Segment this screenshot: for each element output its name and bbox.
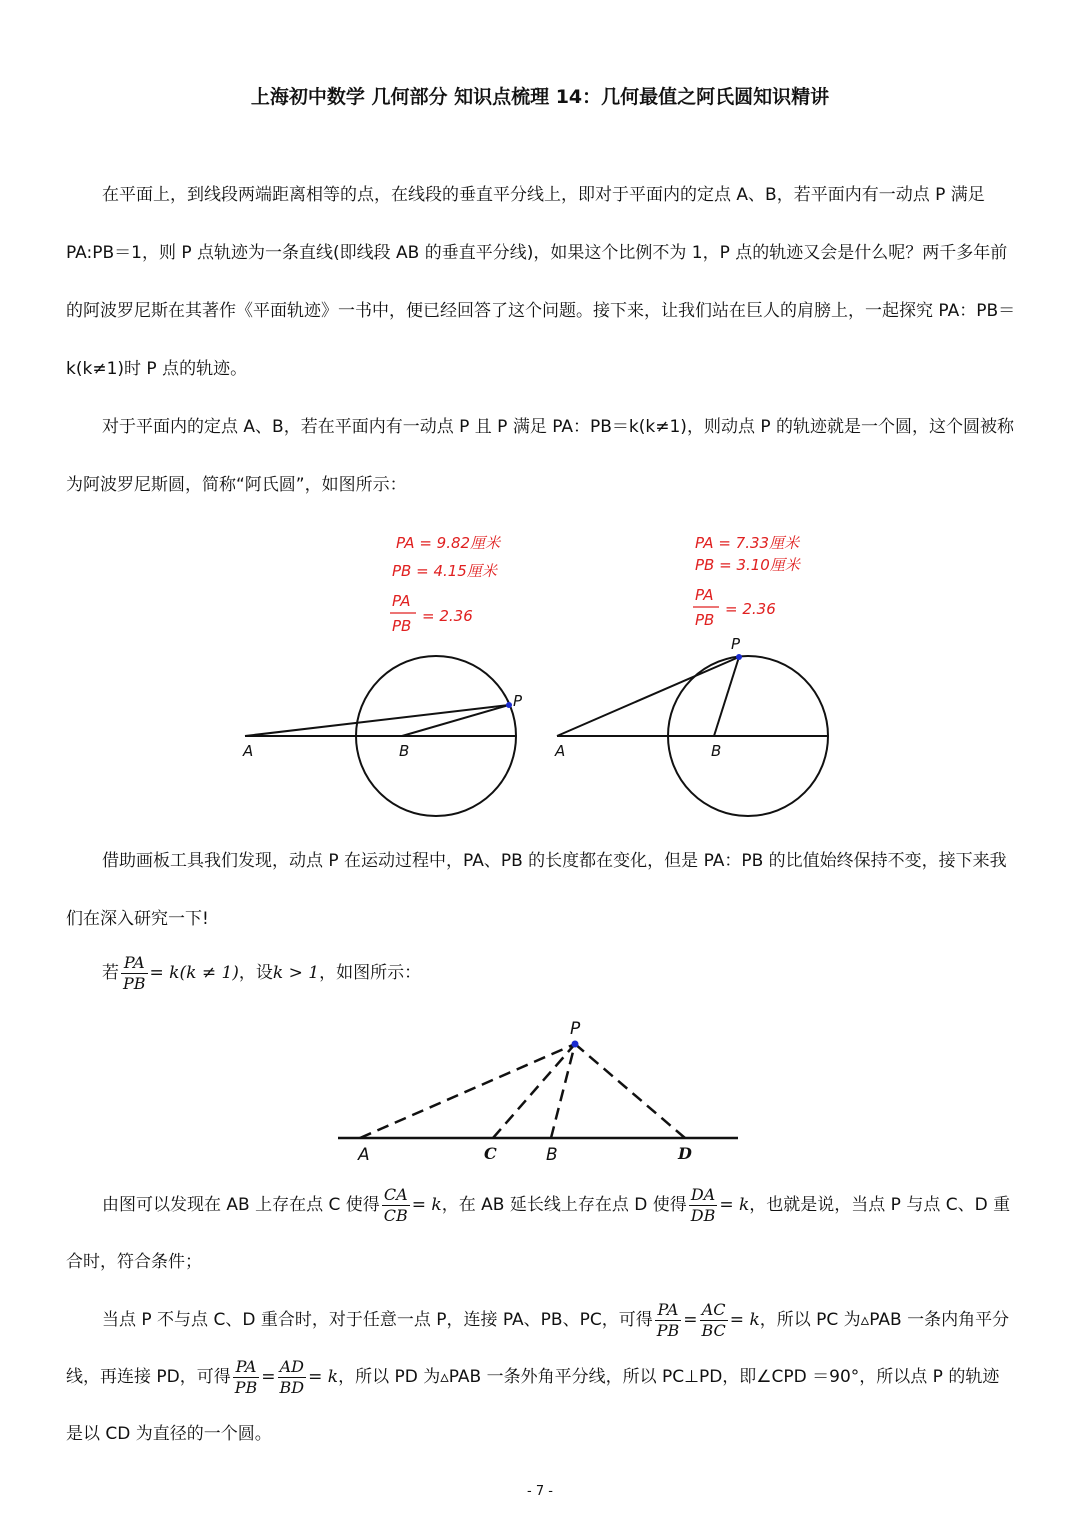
para6-f2-num: AC — [700, 1300, 728, 1321]
para5-f2-num: DA — [689, 1185, 718, 1206]
fig3-line-pa — [360, 1044, 575, 1138]
para6-f3-num: PA — [233, 1357, 260, 1378]
para6-text-1: 当点 P 不与点 C、D 重合时，对于任意一点 P，连接 PA、PB、PC，可得 — [102, 1310, 653, 1330]
fig1-label-b: B — [399, 742, 410, 760]
para5-fraction-ca-cb — [382, 1185, 410, 1226]
para4-num: PA — [121, 953, 148, 974]
para5-eq2: = k — [719, 1195, 750, 1215]
para4-post: ，如图所示： — [319, 963, 422, 983]
fig3-point-p — [572, 1041, 579, 1048]
para4-cond: k > 1 — [272, 963, 320, 983]
para6-fraction-ac-bc — [700, 1300, 728, 1341]
para5-text-3: ，也就是说，当点 P 与点 C、D 重合时，符合条件； — [66, 1195, 1011, 1272]
fig2-ratio-num: PA — [695, 586, 714, 604]
para6-eqk: = k — [729, 1310, 760, 1330]
fig2-line-pa — [557, 657, 739, 736]
reasoning-paragraph-1 — [66, 1177, 1016, 1291]
fig3-line-pd — [575, 1044, 685, 1138]
fig1-line-pb — [402, 705, 509, 736]
para5-f1-den: CB — [383, 1205, 408, 1225]
para5-fraction-da-db — [689, 1185, 718, 1226]
para4-expr: = k(k ≠ 1) — [149, 963, 239, 983]
fig3-label-d: D — [678, 1144, 692, 1163]
para2-text: 对于平面内的定点 A、B，若在平面内有一动点 P 且 P 满足 PA：PB＝k(k≠1)，则动点 P 的轨迹就是一个圆，这个圆被称为阿波罗尼斯圆，简称“阿氏圆”，如图所示： — [66, 417, 1014, 495]
para4-fraction — [121, 953, 148, 994]
para6-f4-den: BD — [279, 1377, 305, 1397]
para6-eq: = — [683, 1310, 698, 1330]
fig3-label-b: B — [546, 1145, 558, 1165]
fig3-label-c: C — [484, 1144, 497, 1163]
page-number: - 7 - — [527, 1484, 553, 1499]
para6-fraction-pa-pb-2 — [233, 1357, 260, 1398]
para4-mid: ，设 — [238, 963, 273, 983]
para6-f1-den: PB — [656, 1320, 680, 1340]
fig2-ratio-den: PB — [695, 611, 715, 629]
para6-f3-den: PB — [234, 1377, 258, 1397]
para5-text-2: ，在 AB 延长线上存在点 D 使得 — [441, 1195, 687, 1215]
fig2-label-b: B — [711, 742, 722, 760]
reasoning-paragraph-2 — [66, 1292, 1016, 1463]
fig1-ratio-value: = 2.36 — [422, 607, 473, 625]
para6-f4-num: AD — [278, 1357, 307, 1378]
fig1-point-p — [506, 702, 512, 708]
fig3-label-p: P — [570, 1019, 581, 1039]
fig2-ratio-value: = 2.36 — [725, 600, 776, 618]
bisector-figure — [330, 1012, 750, 1172]
para5-text-1: 由图可以发现在 AB 上存在点 C 使得 — [102, 1195, 380, 1215]
fig3-label-a: A — [358, 1145, 370, 1165]
fig1-line-pa — [245, 705, 509, 736]
para5-eq1: = k — [411, 1195, 442, 1215]
fig2-point-p — [736, 654, 742, 660]
para6-text-2: ，所以 PC 为▵PAB 一条内角平分线，再连接 PD，可得 — [66, 1310, 1010, 1387]
apollonius-figure-1 — [230, 525, 530, 825]
fig1-pb-measure: PB = 4.15厘米 — [392, 562, 497, 580]
para5-f2-den: DB — [690, 1205, 716, 1225]
page-title: 上海初中数学 几何部分 知识点梳理 14：几何最值之阿氏圆知识精讲 — [250, 86, 830, 108]
para4-pre: 若 — [102, 963, 119, 983]
apollonius-figure-2 — [545, 525, 845, 825]
observation-paragraph — [66, 832, 1016, 948]
intro-paragraph — [66, 166, 1016, 514]
para6-fraction-pa-pb — [655, 1300, 682, 1341]
para6-eqk2: = k — [308, 1367, 339, 1387]
condition-paragraph — [66, 946, 1016, 1000]
para1-text: 在平面上，到线段两端距离相等的点，在线段的垂直平分线上，即对于平面内的定点 A、B，若平面内有一动点 P 满足 PA:PB＝1，则 P 点轨迹为一条直线(即线段 AB 的垂直平分线)，如果这个比例不为 1，P 点的轨迹又会是什么呢？两千多年前的阿波罗尼斯在其著作《平面轨迹》一书中，便已经回答了这个问题。接下来，让我们站在巨人的肩膀上，一起探究 PA：PB＝k(k≠1)时 P 点的轨迹。 — [66, 185, 1016, 379]
fig2-pa-measure: PA = 7.33厘米 — [695, 534, 800, 552]
fig2-pb-measure: PB = 3.10厘米 — [695, 556, 800, 574]
fig2-label-p: P — [731, 635, 741, 653]
fig1-label-a: A — [243, 742, 254, 760]
para5-f1-num: CA — [382, 1185, 410, 1206]
para3-text: 借助画板工具我们发现，动点 P 在运动过程中，PA、PB 的长度都在变化，但是 PA：PB 的比值始终保持不变，接下来我们在深入研究一下! — [66, 851, 1007, 929]
fig1-label-p: P — [513, 692, 523, 710]
fig1-ratio-den: PB — [392, 617, 412, 635]
fig1-pa-measure: PA = 9.82厘米 — [396, 534, 501, 552]
fig2-line-pb — [714, 657, 739, 736]
fig2-label-a: A — [555, 742, 566, 760]
para6-f1-num: PA — [655, 1300, 682, 1321]
para6-text-3: ，所以 PD 为▵PAB 一条外角平分线，所以 PC⊥PD，即∠CPD ＝90°，所以点 P 的轨迹是以 CD 为直径的一个圆。 — [66, 1367, 1000, 1444]
fig1-ratio-num: PA — [392, 592, 411, 610]
para6-eq2: = — [261, 1367, 276, 1387]
para6-f2-den: BC — [701, 1320, 726, 1340]
para4-den: PB — [123, 973, 146, 993]
para6-fraction-ad-bd — [278, 1357, 307, 1398]
